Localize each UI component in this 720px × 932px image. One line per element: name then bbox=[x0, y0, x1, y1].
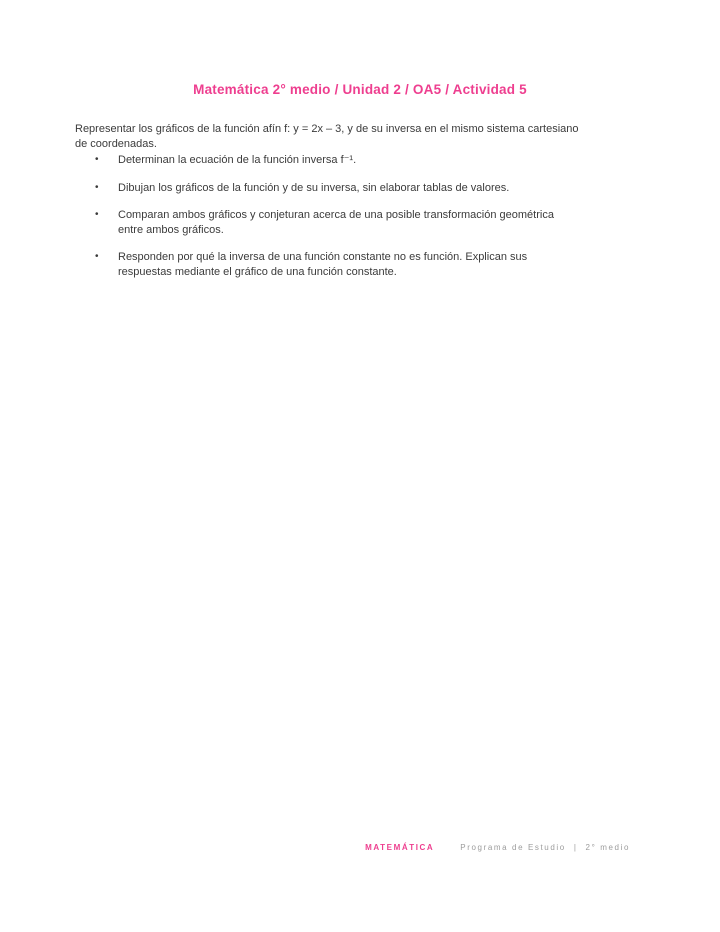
bullet-icon: • bbox=[95, 209, 99, 220]
page-title: Matemática 2° medio / Unidad 2 / OA5 / Actividad 5 bbox=[193, 82, 527, 97]
bullet-icon: • bbox=[95, 154, 99, 165]
bullet-text: Dibujan los gráficos de la función y de su inversa, sin elaborar tablas de valores. bbox=[118, 181, 510, 194]
footer-separator: | bbox=[573, 843, 578, 852]
bullet-icon: • bbox=[95, 181, 99, 193]
bullet-icon: • bbox=[95, 251, 99, 262]
bullet-text: Comparan ambos gráficos y conjeturan acerca de una posible transformación geométrica entre ambos gráficos. bbox=[118, 209, 554, 236]
bullet-list bbox=[75, 153, 583, 292]
page-footer bbox=[365, 843, 630, 852]
intro-paragraph: Representar los gráficos de la función afín f: y = 2x – 3, y de su inversa en el mismo sistema cartesiano de coordenadas. bbox=[75, 123, 579, 150]
bullet-text: Responden por qué la inversa de una función constante no es función. Explican sus respuestas mediante el gráfico de una función constante. bbox=[118, 251, 528, 278]
bullet-text: Determinan la ecuación de la función inversa f⁻¹. bbox=[118, 154, 357, 166]
list-item bbox=[75, 250, 583, 279]
footer-program: Programa de Estudio bbox=[460, 843, 566, 852]
footer-grade: 2° medio bbox=[585, 843, 630, 852]
list-item bbox=[75, 153, 583, 168]
footer-brand: MATEMÁTICA bbox=[365, 843, 435, 852]
list-item bbox=[75, 208, 583, 237]
list-item bbox=[75, 181, 583, 196]
